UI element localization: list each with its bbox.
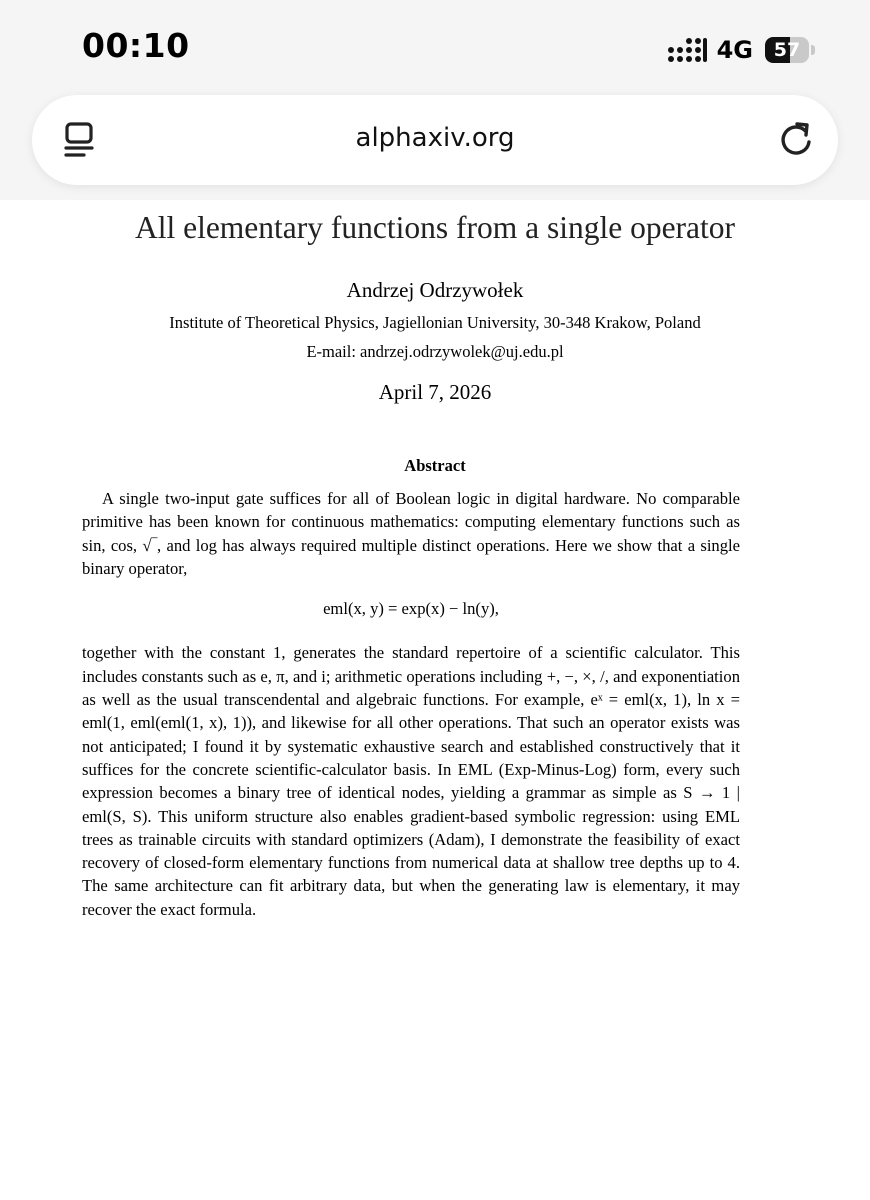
paper-date: April 7, 2026 xyxy=(378,380,492,404)
battery-icon xyxy=(765,36,815,64)
reload-icon[interactable] xyxy=(778,121,814,159)
abstract-paragraph-1: A single two-input gate suffices for all of Boolean logic in digital hardware. No comparable primitive has been known for continuous mathematics: computing elementary functions such as sin, cos, √‾, and log has always required multiple distinct operations. Here we show that a single binary operator, xyxy=(82,489,740,578)
battery-cap xyxy=(811,45,815,55)
status-indicators xyxy=(667,32,815,68)
url-text[interactable]: alphaxiv.org xyxy=(355,123,515,153)
abstract-paragraph-2: together with the constant 1, generates the standard repertoire of a scientific calculator. This includes constants such as e, π, and i; arithmetic operations including +, −, ×, /, and exponentiation as well as the usual transcendental and algebraic functions. For example, eˣ = eml(x, 1), ln x = eml(1, eml(eml(1, x), 1)), and likewise for all other operations. That such an operator exists was not anticipated; I found it by systematic exhaustive search and established constructively that it suffices for the concrete scientific-calculator basis. In EML (Exp-Minus-Log) form, every such expression becomes a binary tree of identical nodes, yielding a grammar as simple as S → 1 | eml(S, S). This uniform structure also enables gradient-based symbolic regression: using EML trees as trainable circuits with standard optimizers (Adam), I demonstrate the feasibility of exact recovery of closed-form elementary functions from numerical data at shallow tree depths up to 4. The same architecture can fit arbitrary data, but when the generating law is elementary, it may recover the exact formula. xyxy=(82,643,740,919)
abstract-body xyxy=(82,487,740,921)
battery-body xyxy=(765,37,809,63)
status-time: 00:10 xyxy=(82,26,190,65)
paper-author: Andrzej Odrzywołek xyxy=(346,278,524,302)
url-bar-container xyxy=(0,80,870,200)
paper-affiliation: Institute of Theoretical Physics, Jagiellonian University, 30-348 Krakow, Poland xyxy=(169,313,701,332)
battery-percentage: 57 xyxy=(773,39,801,61)
paper-email: E-mail: andrzej.odrzywolek@uj.edu.pl xyxy=(306,342,564,361)
signal-icon xyxy=(667,37,707,63)
url-bar[interactable] xyxy=(32,95,838,185)
abstract-heading: Abstract xyxy=(404,456,466,475)
abstract-equation: eml(x, y) = exp(x) − ln(y), xyxy=(323,599,499,619)
paper-title: All elementary functions from a single operator xyxy=(134,210,736,245)
network-label: 4G xyxy=(716,36,753,64)
